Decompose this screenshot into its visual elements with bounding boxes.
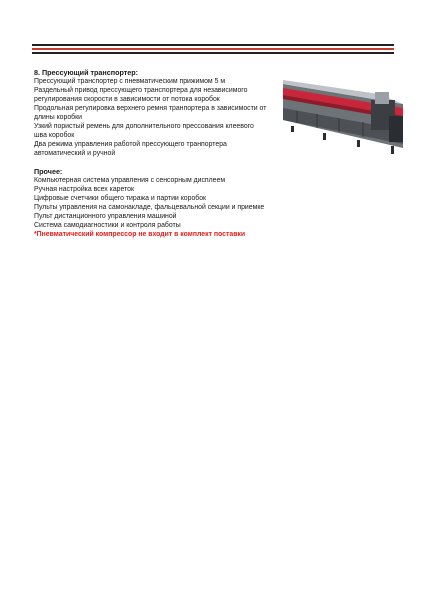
press-motor (375, 92, 389, 104)
other-line: Пульт дистанционного управления машиной (34, 213, 177, 220)
other-line: Компьютерная система управления с сенсорным дисплеем (34, 177, 226, 184)
transport-line: Раздельный привод прессующего транспортера для независимого (34, 87, 248, 94)
header-rule-bottom (32, 52, 394, 54)
header-rule-top (32, 44, 394, 46)
other-line: Пульты управления на самонакладе, фальцевальной секции и приемке (34, 204, 265, 211)
section-spacer (34, 158, 284, 167)
machine-leg (323, 133, 326, 140)
section-heading-transport: 8. Прессующий транспортер: (34, 68, 139, 77)
transport-line: автоматический и ручной (34, 150, 116, 157)
other-line: Цифровые счетчики общего тиража и партии коробок (34, 195, 207, 202)
other-line: Система самодиагностики и контроля работы (34, 222, 181, 229)
transport-line: длины коробки (34, 114, 82, 121)
text-block (34, 68, 284, 239)
machine-leg (357, 140, 360, 147)
machine-leg (391, 146, 394, 154)
section-heading-other: Прочее: (34, 167, 63, 176)
press-end-frame (389, 116, 403, 142)
conveyor-machine-photo (283, 78, 407, 160)
transport-line: Прессующий транспортер с пневматическим прижимом 5 м (34, 78, 226, 85)
transport-line: шва коробок (34, 132, 75, 139)
compressor-note: *Пневматический компрессор не входит в комплект поставки (34, 231, 246, 238)
transport-line: Узкий пористый ремень для дополнительного прессования клеевого (34, 123, 254, 130)
transport-line: Продольная регулировка верхнего ремня транпортера в зависимости от (34, 105, 267, 112)
transport-line: Два режима управления работой прессующего транпортера (34, 141, 227, 148)
other-line: Ручная настройка всех кареток (34, 186, 135, 193)
machine-leg (291, 126, 294, 132)
header-rule-red (32, 48, 394, 50)
transport-line: регулирования скорости в зависимости от потока коробок (34, 96, 220, 103)
